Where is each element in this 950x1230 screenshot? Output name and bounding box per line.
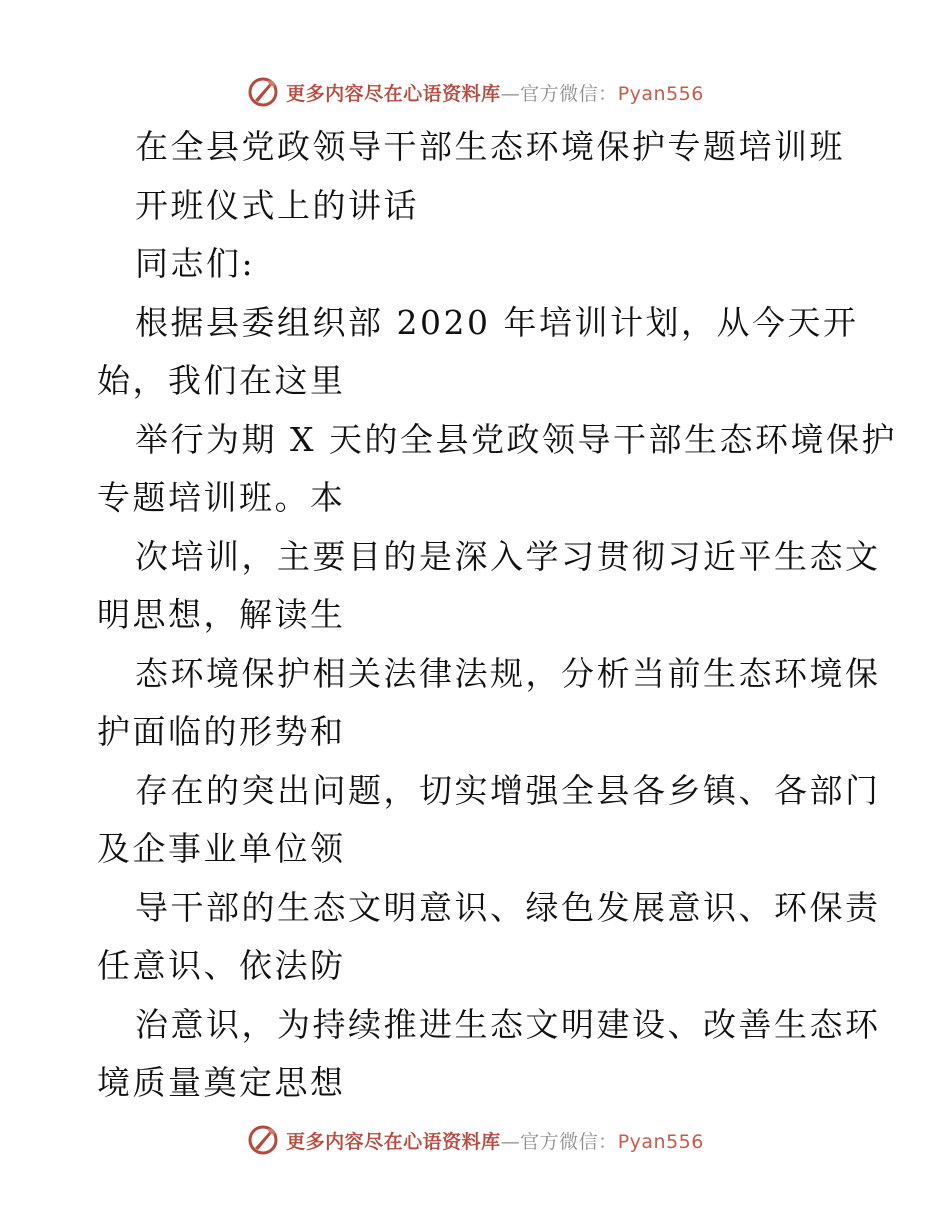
doc-title-line-1: 在全县党政领导干部生态环境保护专题培训班	[135, 127, 845, 166]
header-banner	[0, 72, 950, 112]
banner-wechat-id: Pyan556	[617, 82, 704, 105]
doc-line: 态环境保护相关法律法规，分析当前生态环境保	[135, 653, 881, 693]
doc-line: 次培训，主要目的是深入学习贯彻习近平生态文	[135, 536, 881, 576]
banner-text	[286, 1127, 704, 1154]
banner-text	[286, 79, 704, 106]
doc-salutation: 同志们:	[135, 244, 256, 283]
doc-line: 始，我们在这里	[97, 361, 346, 400]
banner-dash: —	[500, 1130, 521, 1153]
quill-logo-icon	[246, 75, 280, 109]
banner-official-label: 官方微信：	[520, 1130, 618, 1153]
doc-line: 及企事业单位领	[97, 829, 346, 868]
banner-brand: 更多内容尽在心语资料库	[286, 1130, 501, 1153]
doc-line: 举行为期 X 天的全县党政领导干部生态环境保护	[135, 419, 897, 459]
doc-line: 导干部的生态文明意识、绿色发展意识、环保责	[135, 887, 881, 927]
doc-line: 治意识，为持续推进生态文明建设、改善生态环	[135, 1004, 881, 1044]
doc-line: 任意识、依法防	[97, 946, 346, 985]
doc-line: 专题培训班。本	[97, 478, 346, 517]
document-body	[97, 118, 897, 1113]
quill-logo-icon	[246, 1123, 280, 1157]
doc-line: 存在的突出问题，切实增强全县各乡镇、各部门	[135, 770, 881, 810]
banner-brand: 更多内容尽在心语资料库	[286, 82, 501, 105]
banner-dash: —	[500, 82, 521, 105]
doc-line: 根据县委组织部 2020 年培训计划，从今天开	[135, 302, 859, 342]
banner-wechat-id: Pyan556	[617, 1130, 704, 1153]
footer-banner	[0, 1120, 950, 1160]
doc-line: 明思想，解读生	[97, 595, 346, 634]
banner-official-label: 官方微信：	[520, 82, 618, 105]
doc-line: 护面临的形势和	[97, 712, 346, 751]
doc-line: 境质量奠定思想	[97, 1063, 346, 1102]
doc-title-line-2: 开班仪式上的讲话	[135, 185, 419, 225]
